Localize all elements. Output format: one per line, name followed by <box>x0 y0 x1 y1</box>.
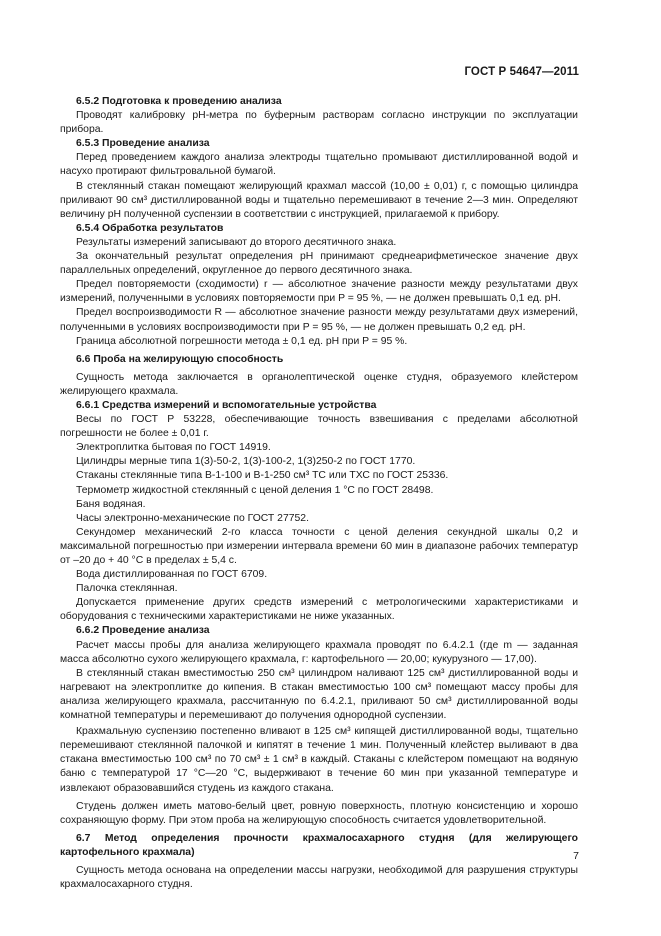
paragraph: Результаты измерений записывают до второго десятичного знака. <box>76 236 397 248</box>
paragraph: Предел воспроизводимости R — абсолютное значение разности между результатами двух измерений, полученными в условиях воспроизводимости при P = 95 %, — не должен превышать 0,2 ед. рН. <box>60 307 578 333</box>
paragraph: Стаканы стеклянные типа В-1-100 и В-1-250 см³ ТС или ТХС по ГОСТ 25336. <box>76 470 449 482</box>
paragraph: Вода дистиллированная по ГОСТ 6709. <box>76 569 268 581</box>
paragraph: За окончательный результат определения рН принимают среднеарифметическое значение двух параллельных определений, округленное до первого десятичного знака. <box>60 251 578 277</box>
paragraph: Сущность метода заключается в органолептической оценке студня, образуемого клейстером желирующего крахмала. <box>60 371 578 397</box>
section-heading: 6.7 Метод определения прочности крахмалосахарного студня (для желирующего картофельного крахмала) <box>60 832 578 858</box>
paragraph: Палочка стеклянная. <box>76 583 178 595</box>
paragraph: Допускается применение других средств измерений с метрологическими характеристиками и оборудования с техническими характеристиками не ниже указанных. <box>60 597 578 623</box>
page-number: 7 <box>573 850 579 862</box>
paragraph: Студень должен иметь матово-белый цвет, ровную поверхность, плотную консистенцию и хорошо сохраняющую форму. При этом проба на желирующую способность считается удовлетворительной. <box>60 800 578 826</box>
paragraph: Секундомер механический 2-го класса точности с ценой деления секундной шкалы 0,2 и максимальной погрешностью при измерении интервала времени 60 мин в диапазоне рабочих температур от –20 до + 40 °С в пределах ± 5,4 с. <box>60 526 578 566</box>
paragraph: Цилиндры мерные типа 1(3)-50-2, 1(3)-100-2, 1(3)250-2 по ГОСТ 1770. <box>76 456 416 468</box>
paragraph: Граница абсолютной погрешности метода ± 0,1 ед. рН при P = 95 %. <box>76 335 408 347</box>
paragraph: Проводят калибровку рН-метра по буферным растворам согласно инструкции по эксплуатации прибора. <box>60 110 578 136</box>
paragraph: Крахмальную суспензию постепенно вливают в 125 см³ кипящей дистиллированной воды, тщательно перемешивают стеклянной палочкой и кипятят в течение 1 мин. Полученный клейстер выливают в два стакана вместимостью 100 см³ по 70 см³ ± 1 см³ в каждый. Стаканы с клейстером помещают на водяную баню с температурой 17 °С—20 °С, выдерживают в течение 60 мин при указанной температуре и извлекают образовавшийся студень из каждого стакана. <box>60 726 578 794</box>
section-heading: 6.5.4 Обработка результатов <box>76 222 224 234</box>
paragraph: Термометр жидкостной стеклянный с ценой деления 1 °С по ГОСТ 28498. <box>76 484 434 496</box>
paragraph: Электроплитка бытовая по ГОСТ 14919. <box>76 442 271 454</box>
document-body <box>60 95 578 892</box>
section-heading: 6.6.1 Средства измерений и вспомогательные устройства <box>76 399 377 411</box>
section-heading: 6.6 Проба на желирующую способность <box>76 353 284 365</box>
section-heading: 6.6.2 Проведение анализа <box>76 625 210 637</box>
paragraph: Сущность метода основана на определении массы нагрузки, необходимой для разрушения структуры крахмалосахарного студня. <box>60 864 578 891</box>
paragraph: В стеклянный стакан вместимостью 250 см³ цилиндром наливают 125 см³ дистиллированной воды и нагревают на электроплитке до кипения. В стакан вместимостью 100 см³ помещают массу пробы для анализа желирующего крахмала, рассчитанную по 6.4.2.1, приливают 50 см³ дистиллированной воды комнатной температуры и перемешивают до получения однородной суспензии. <box>60 667 578 722</box>
paragraph: Расчет массы пробы для анализа желирующего крахмала проводят по 6.4.2.1 (где m — заданная масса абсолютно сухого желирующего крахмала, г: картофельного — 20,00; кукурузного — 17,00). <box>60 639 578 665</box>
paragraph: В стеклянный стакан помещают желирующий крахмал массой (10,00 ± 0,01) г, с помощью цилиндра приливают 90 см³ дистиллированной воды и тщательно перемешивают в течение 2—3 мин. Определяют величину рН полученной суспензии в соответствии с инструкцией, прилагаемой к прибору. <box>60 180 578 220</box>
paragraph: Предел повторяемости (сходимости) r — абсолютное значение разности между результатами двух измерений, полученными в условиях повторяемости при P = 95 %, — не должен превышать 0,1 ед. рН. <box>60 279 578 305</box>
section-heading: 6.5.3 Проведение анализа <box>76 138 210 150</box>
paragraph: Перед проведением каждого анализа электроды тщательно промывают дистиллированной водой и насухо протирают фильтровальной бумагой. <box>60 152 578 178</box>
section-heading: 6.5.2 Подготовка к проведению анализа <box>76 96 282 107</box>
page-header: ГОСТ Р 54647—2011 <box>464 66 579 78</box>
paragraph: Баня водяная. <box>76 498 146 510</box>
paragraph: Весы по ГОСТ Р 53228, обеспечивающие точность взвешивания с пределами абсолютной погрешности не более ± 0,01 г. <box>60 414 578 440</box>
paragraph: Часы электронно-механические по ГОСТ 27752. <box>76 512 309 524</box>
